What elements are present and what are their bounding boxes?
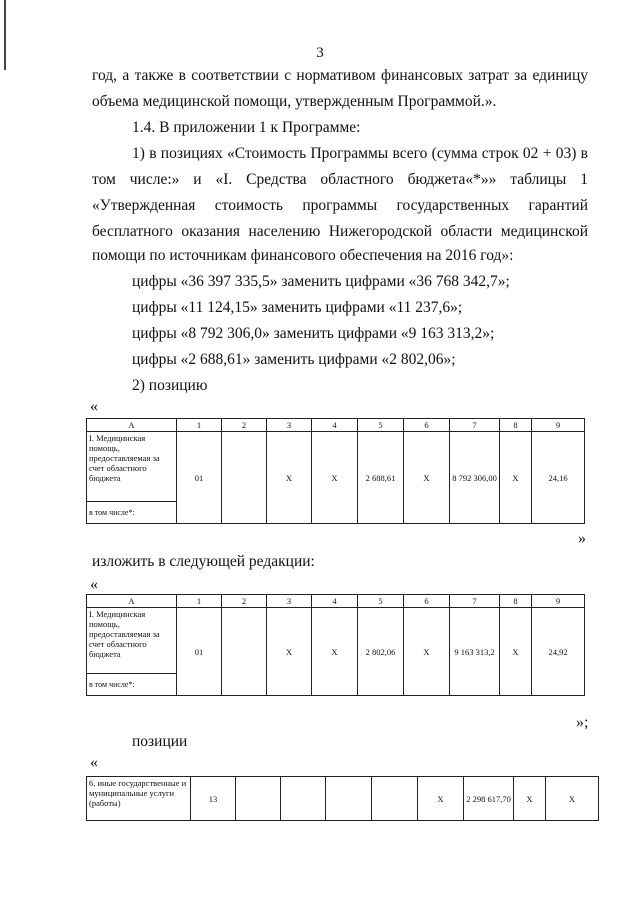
cell-9: 24,92 [532, 608, 585, 696]
cell-9: Х [546, 777, 599, 821]
header-cell: А [87, 419, 177, 432]
header-cell: 8 [500, 419, 532, 432]
replacement-2: цифры «11 124,15» заменить цифрами «11 237,6»; [132, 299, 463, 316]
close-quote-1: » [578, 530, 586, 547]
close-quote-2: »; [576, 714, 589, 731]
row-sublabel: в том числе*: [87, 674, 177, 696]
cell-code: 01 [177, 432, 222, 524]
header-cell: 8 [500, 595, 532, 608]
page-number: 3 [316, 45, 324, 61]
text-line-1: год, а также в соответствии с нормативом финансовых затрат за единицу [92, 67, 588, 84]
cell-7: 2 298 617,70 [464, 777, 514, 821]
replacement-4: цифры «2 688,61» заменить цифрами «2 802,06»; [132, 351, 456, 368]
header-cell: 1 [177, 419, 222, 432]
header-cell: 6 [404, 595, 450, 608]
header-cell: 6 [404, 419, 450, 432]
cell-code: 01 [177, 608, 222, 696]
cell-8: Х [514, 777, 546, 821]
cell-6: Х [404, 432, 450, 524]
header-cell: 4 [312, 419, 358, 432]
row-label: 6. иные государственные и муниципальные услуги (работы) [87, 777, 191, 821]
header-cell: А [87, 595, 177, 608]
open-quote-1: « [90, 398, 98, 415]
cell-6: Х [404, 608, 450, 696]
cell-3: Х [267, 608, 312, 696]
header-cell: 9 [532, 595, 585, 608]
header-cell: 9 [532, 419, 585, 432]
table-services-position [86, 776, 599, 821]
header-cell: 5 [358, 595, 404, 608]
row-label: I. Медицинская помощь, предоставляемая за счет областного бюджета [87, 608, 177, 674]
cell-2 [222, 608, 267, 696]
cell-4: Х [312, 432, 358, 524]
header-cell: 4 [312, 595, 358, 608]
table-row [87, 432, 585, 502]
replacement-3: цифры «8 792 306,0» заменить цифрами «9 163 313,2»; [132, 325, 495, 342]
cell-7: 8 792 306,00 [450, 432, 500, 524]
cell-4: Х [312, 608, 358, 696]
table-new-position [86, 594, 585, 696]
text-line-8: помощи по источникам финансового обеспечения на 2016 год»: [92, 247, 514, 264]
cell-5 [372, 777, 418, 821]
cell-5: 2 802,06 [358, 608, 404, 696]
header-cell: 7 [450, 419, 500, 432]
header-cell: 7 [450, 595, 500, 608]
replacement-1: цифры «36 397 335,5» заменить цифрами «36 768 342,7»; [132, 273, 510, 290]
edition-heading: изложить в следующей редакции: [92, 553, 315, 570]
cell-8: Х [500, 432, 532, 524]
cell-7: 9 163 313,2 [450, 608, 500, 696]
cell-code: 13 [191, 777, 236, 821]
header-cell: 5 [358, 419, 404, 432]
cell-3 [281, 777, 326, 821]
table-row [87, 777, 599, 821]
cell-4 [326, 777, 372, 821]
table-header-row [87, 595, 585, 608]
section-heading: 1.4. В приложении 1 к Программе: [132, 119, 361, 136]
header-cell: 2 [222, 595, 267, 608]
row-sublabel: в том числе*: [87, 502, 177, 524]
cell-8: Х [500, 608, 532, 696]
cell-3: Х [267, 432, 312, 524]
cell-2 [236, 777, 281, 821]
text-line-5: том числе:» и «I. Средства областного бюджета«*»» таблицы 1 [92, 171, 588, 188]
open-quote-2: « [90, 576, 98, 593]
open-quote-3: « [90, 754, 98, 771]
positions-label: позиции [132, 733, 188, 750]
text-line-2: объема медицинской помощи, утвержденным Программой.». [92, 93, 497, 110]
text-line-6: «Утвержденная стоимость программы государственных гарантий [92, 197, 588, 214]
header-cell: 3 [267, 595, 312, 608]
cell-9: 24,16 [532, 432, 585, 524]
cell-6: Х [418, 777, 464, 821]
item-2-label: 2) позицию [132, 377, 208, 394]
table-header-row [87, 419, 585, 432]
text-line-4: 1) в позициях «Стоимость Программы всего (сумма строк 02 + 03) в [132, 145, 588, 162]
cell-2 [222, 432, 267, 524]
header-cell: 2 [222, 419, 267, 432]
text-line-7: бесплатного оказания населению Нижегородской области медицинской [92, 223, 588, 240]
cell-5: 2 688,61 [358, 432, 404, 524]
header-cell: 1 [177, 595, 222, 608]
row-label: I. Медицинская помощь, предоставляемая за счет областного бюджета [87, 432, 177, 502]
header-cell: 3 [267, 419, 312, 432]
table-old-position [86, 418, 585, 524]
table-row [87, 608, 585, 674]
